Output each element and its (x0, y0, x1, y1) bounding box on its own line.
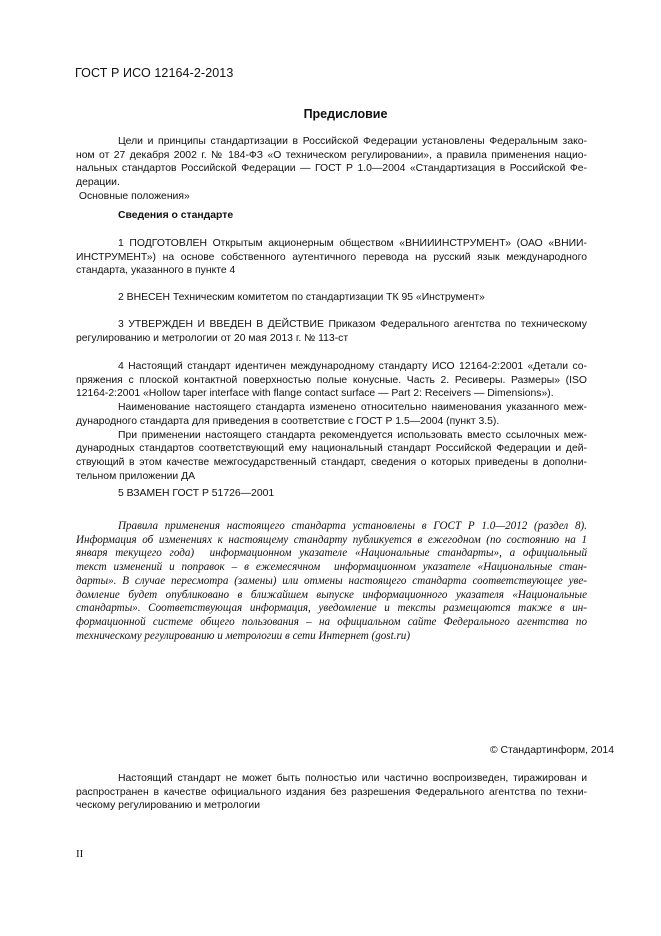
item-4-usage-line: дународных стандартов соответствующий ему национальный стандарт Российской Федерации и дей- (76, 443, 587, 455)
rules-line: техническому регулированию и метрологии в сети Интернет (gost.ru) (76, 629, 411, 642)
reproduction-notice (76, 772, 587, 813)
intro-line: Основные положения» (76, 190, 190, 202)
item-4-usage-line: При применении настоящего стандарта рекомендуется использовать вместо ссылочных меж- (118, 429, 587, 441)
rules-line: домление будет опубликовано в ближайшем выпуске информационного указателя «Национальные (76, 588, 587, 601)
item-2-line: 2 ВНЕСЕН Техническим комитетом по стандартизации ТК 95 «Инструмент» (118, 292, 485, 303)
item-1-line: стандарта, указанного в пункте 4 (76, 265, 236, 277)
notice-line: распространен в качестве официального издания без разрешения Федерального агентства по техни- (76, 786, 587, 798)
item-4-line: пряжения с плоской контактной поверхностью полые конусные. Часть 2. Ресиверы. Размеры» (ISO (76, 374, 587, 386)
page-title (0, 107, 661, 121)
item-4-naming-line: Наименование настоящего стандарта изменено относительно наименования указанного меж- (118, 402, 587, 414)
intro-line: Цели и принципы стандартизации в Российской Федерации установлены Федеральным зако- (118, 136, 587, 147)
rules-paragraph (76, 520, 587, 643)
rules-line: стандарты». Соответствующая информация, уведомление и тексты размещаются также в ин- (76, 602, 587, 615)
document-code: ГОСТ Р ИСО 12164-2-2013 (75, 66, 234, 80)
item-4-line: 12164-2:2001 «Hollow taper interface with flange contact surface — Part 2: Receivers — Dimensions»). (76, 388, 554, 400)
notice-line: ческому регулированию и метрологии (76, 800, 261, 812)
item-1-line: 1 ПОДГОТОВЛЕН Открытым акционерным обществом «ВНИИИНСТРУМЕНТ» (ОАО «ВНИИ- (118, 238, 587, 249)
rules-line: Правила применения настоящего стандарта установлены в ГОСТ Р 1.0—2012 (раздел 8). (118, 520, 587, 532)
item-4-paragraph (76, 360, 587, 483)
item-4-usage-line: ствующий в этом качестве межгосударственный стандарт, сведения о которых приведены в дополни- (76, 456, 587, 468)
rules-line: формационной системе общего пользования – на официальном сайте Федерального агентства по (76, 615, 587, 628)
intro-paragraph (76, 135, 587, 204)
intro-line: нальных стандартов Российской Федерации — ГОСТ Р 1.0—2004 «Стандартизация в Российской Фе- (76, 163, 587, 175)
item-5-line: 5 ВЗАМЕН ГОСТ Р 51726—2001 (118, 488, 275, 499)
rules-line: января текущего года) информационном указателе «Национальные стандарты», а официальный (76, 547, 587, 560)
section-subheading: Сведения о стандарте (118, 210, 234, 221)
item-1-line: ИНСТРУМЕНТ») на основе собственного аутентичного перевода на русский язык международного (76, 251, 587, 263)
page-number: II (76, 848, 84, 860)
item-2-paragraph (76, 291, 587, 305)
intro-line: ном от 27 декабря 2002 г. № 184-ФЗ «О техническом регулировании», а правила применения нацио- (76, 149, 587, 161)
notice-line: Настоящий стандарт не может быть полностью или частично воспроизведен, тиражирован и (118, 773, 587, 784)
rules-line: текст изменений и поправок – в ежемесячном информационном указателе «Национальные стан- (76, 561, 587, 574)
rules-line: дарты». В случае пересмотра (замены) или отмены настоящего стандарта соответствующее уве- (76, 574, 587, 587)
item-4-line: 4 Настоящий стандарт идентичен международному стандарту ИСО 12164-2:2001 «Детали со- (118, 361, 587, 372)
rules-line: Информация об изменениях к настоящему стандарту публикуется в ежегодном (по состоянию на 1 (76, 533, 587, 546)
intro-line: дерации. (76, 177, 120, 189)
item-3-line: регулированию и метрологии от 20 мая 2013 г. № 113-ст (76, 332, 349, 344)
item-3-line: 3 УТВЕРЖДЕН И ВВЕДЕН В ДЕЙСТВИЕ Приказом Федерального агентства по техническому (118, 319, 587, 330)
item-1-paragraph (76, 237, 587, 278)
item-3-paragraph (76, 318, 587, 345)
item-4-naming-line: дународного стандарта для приведения в соответствие с ГОСТ Р 1.5—2004 (пункт 3.5). (76, 415, 500, 427)
item-4-usage-line: тельном приложении ДА (76, 470, 196, 482)
page-title-text: Предисловие (303, 107, 388, 121)
item-5-paragraph (76, 487, 587, 501)
copyright-notice: © Стандартинформ, 2014 (489, 745, 614, 756)
